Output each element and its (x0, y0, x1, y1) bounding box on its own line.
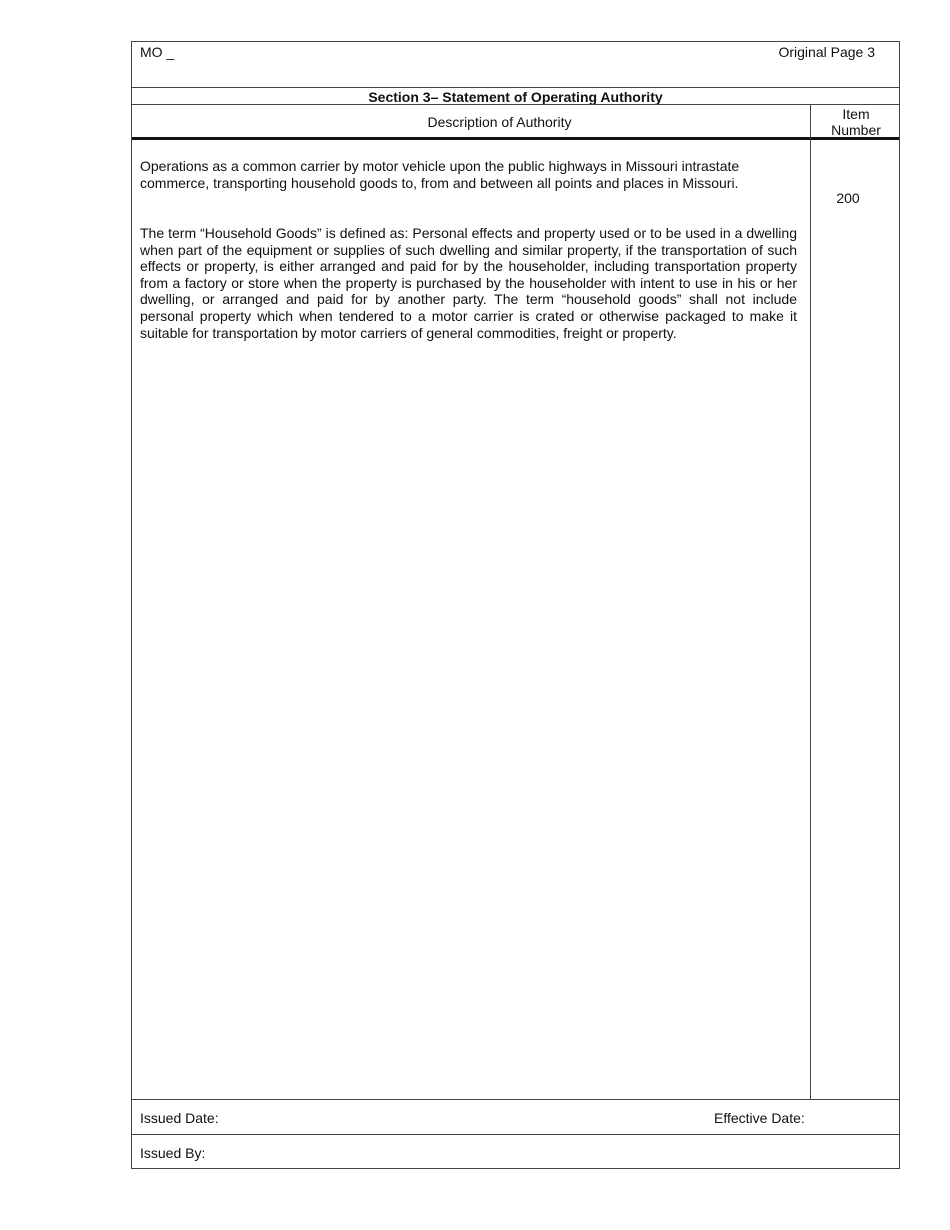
footer-top-divider (132, 1099, 899, 1100)
column-divider (810, 104, 811, 1099)
item-number-column-header-line2: Number (831, 122, 881, 138)
section-title: Section 3– Statement of Operating Authority (368, 89, 663, 105)
issued-by-label: Issued By: (140, 1145, 206, 1161)
section-divider (132, 104, 899, 105)
description-column-header: Description of Authority (427, 114, 572, 130)
column-header-divider (132, 137, 899, 140)
effective-date-label: Effective Date: (714, 1110, 805, 1126)
authority-paragraph: Operations as a common carrier by motor vehicle upon the public highways in Missouri intrastate commerce, transporting household goods to, from and between all points and places in Missouri. (140, 158, 740, 191)
mo-number-label: MO _ (140, 44, 175, 60)
item-number-value: 200 (836, 190, 860, 206)
footer-middle-divider (132, 1134, 899, 1135)
issued-date-label: Issued Date: (140, 1110, 219, 1126)
household-goods-definition: The term “Household Goods” is defined as: Personal effects and property used or to be used in a dwelling when part of the equipment or supplies of such dwelling and similar property, if the transportation of such effects or property, is either arranged and paid for by the householder, including transportation property from a factory or store when the property is purchased by the householder with intent to use in his or her dwelling, or arranged and paid for by another party. The term “household goods” shall not include personal property which when tendered to a motor carrier is crated or otherwise packaged to make it suitable for transportation by motor carriers of general commodities, freight or property. (140, 225, 797, 341)
tariff-form (131, 41, 900, 1169)
page-label: Original Page 3 (778, 44, 875, 60)
header-divider (132, 87, 899, 88)
item-number-column-header-line1: Item (842, 106, 870, 122)
